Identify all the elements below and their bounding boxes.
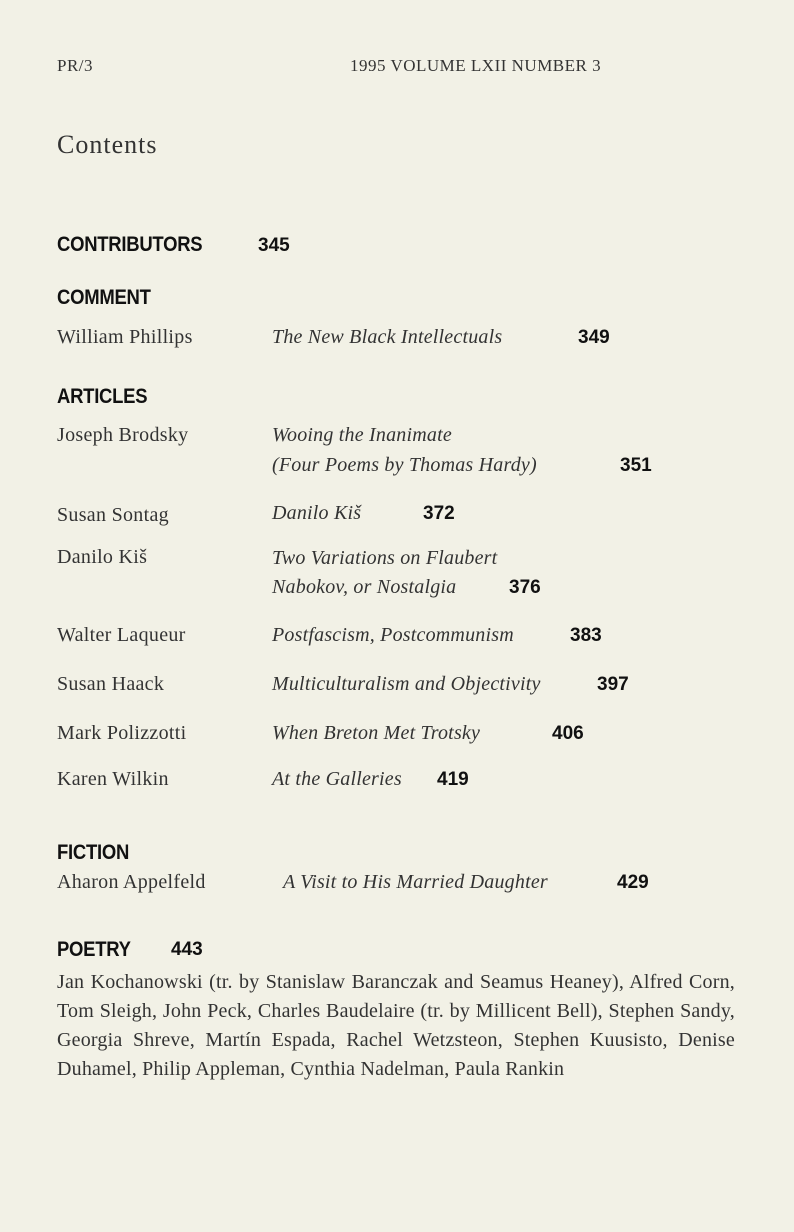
contributors-page-number: 345 xyxy=(258,235,290,256)
article-page-number: 376 xyxy=(509,577,541,598)
article-author: Joseph Brodsky xyxy=(57,424,189,446)
page-title: Contents xyxy=(57,130,158,159)
article-page-number: 419 xyxy=(437,769,469,790)
article-author: Danilo Kiš xyxy=(57,546,148,568)
comment-author: William Phillips xyxy=(57,326,193,348)
poetry-page-number: 443 xyxy=(171,939,203,960)
article-title-line2: (Four Poems by Thomas Hardy) xyxy=(272,454,537,476)
section-poetry-label: POETRY xyxy=(57,938,131,961)
article-author: Karen Wilkin xyxy=(57,768,169,790)
section-comment-label: COMMENT xyxy=(57,286,151,309)
article-page-number: 372 xyxy=(423,503,455,524)
article-title-line2: Nabokov, or Nostalgia xyxy=(272,576,457,598)
section-fiction-label: FICTION xyxy=(57,841,130,864)
poetry-contributors-list: Jan Kochanowski (tr. by Stanislaw Baranczak and Seamus Heaney), Alfred Corn, Tom Sleigh, John Peck, Charles Baudelaire (tr. by Millicent Bell), Stephen Sandy, Georgia Shreve, Martín Espada, Rachel Wetzsteon, Stephen Kuusisto, Denise Duhamel, Philip Appleman, Cynthia Nadelman, Paula Rankin xyxy=(57,971,735,1080)
comment-page-number: 349 xyxy=(578,327,610,348)
fiction-page-number: 429 xyxy=(617,872,649,893)
article-author: Susan Haack xyxy=(57,673,165,695)
article-page-number: 397 xyxy=(597,674,629,695)
running-header-left: PR/3 xyxy=(57,56,94,75)
article-title-line1: Two Variations on Flaubert xyxy=(272,547,498,569)
article-page-number: 351 xyxy=(620,455,652,476)
article-author: Mark Polizzotti xyxy=(57,722,187,744)
article-title-line1: Wooing the Inanimate xyxy=(272,424,452,446)
article-author: Susan Sontag xyxy=(57,504,169,526)
comment-title: The New Black Intellectuals xyxy=(272,326,503,348)
article-title: Danilo Kiš xyxy=(272,502,362,524)
article-title: At the Galleries xyxy=(272,768,402,790)
article-title: Postfascism, Postcommunism xyxy=(272,624,514,646)
article-title: Multiculturalism and Objectivity xyxy=(272,673,541,695)
running-header-right: 1995 VOLUME LXII NUMBER 3 xyxy=(350,56,602,75)
article-author: Walter Laqueur xyxy=(57,624,186,646)
article-title: When Breton Met Trotsky xyxy=(272,722,481,744)
article-page-number: 406 xyxy=(552,723,584,744)
fiction-title: A Visit to His Married Daughter xyxy=(283,871,548,893)
section-articles-label: ARTICLES xyxy=(57,385,148,408)
section-contributors-label: CONTRIBUTORS xyxy=(57,233,203,256)
article-page-number: 383 xyxy=(570,625,602,646)
fiction-author: Aharon Appelfeld xyxy=(57,871,206,893)
